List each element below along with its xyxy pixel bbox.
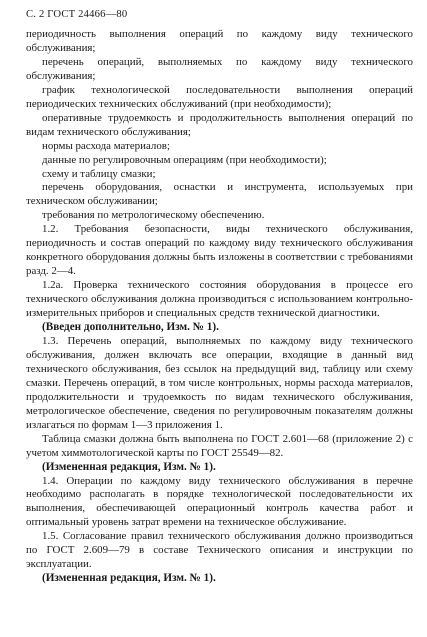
paragraph-list-item: периодичность выполнения операций по каждому виду технического обслуживания; [26,28,413,54]
clause-1-5: 1.5. Согласование правил технического обслуживания должно производиться по ГОСТ 2.609—79 в составе Технического описания и инструкции по эксплуатации. [26,530,413,571]
document-body [26,28,413,586]
clause-1-3: 1.3. Перечень операций, выполняемых по каждому виду технического обслуживания, должен включать все операции, входящие в данный вид технического обслуживания, без ссылок на предыдущий вид, таблицу или схему смазки. Перечень операций, в том числе контрольных, нормы расхода материалов, продолжительности и трудоемкость по видам технического обслуживания, метрологическое обеспечение, сведения по регулировочным показателям должны излагаться по формам 1—3 приложения 1. [26,334,413,431]
paragraph-list-item: нормы расхода материалов; [42,139,170,152]
paragraph-list-item: данные по регулировочным операциям (при необходимости); [42,153,327,166]
clause-1-4: 1.4. Операции по каждому виду технического обслуживания в перечне необходимо располагать в порядке технологической последовательности их выполнения, обеспечивающей операционный контроль качества работ и оптимальный уровень затрат времени на техническое обслуживание. [26,474,413,529]
clause-1-2: 1.2. Требования безопасности, виды технического обслуживания, периодичность и состав операций по каждому виду технического обслуживания конкретного оборудования должны быть изложены в соответствии с требованиями разд. 2—4. [26,223,413,278]
paragraph-list-item: требования по метрологическому обеспечению. [42,209,265,222]
paragraph-list-item: перечень оборудования, оснастки и инструмента, используемых при техническом обслуживании; [26,181,413,208]
clause-1-2a: 1.2а. Проверка технического состояния оборудования в процессе его технического обслуживания должна производиться с использованием контрольно-измерительных приборов и специальных средств технической диагностики. [26,279,413,320]
paragraph-list-item: перечень операций, выполняемых по каждому виду технического обслуживания; [26,55,413,82]
amendment-note: (Измененная редакция, Изм. № 1). [42,572,216,585]
amendment-note: (Введен дополнительно, Изм. № 1). [42,321,219,334]
lubrication-table-note: Таблица смазки должна быть выполнена по ГОСТ 2.601—68 (приложение 2) с учетом химмотологической карты по ГОСТ 25549—82. [26,432,413,459]
paragraph-list-item: схему и таблицу смазки; [42,167,156,180]
paragraph-list-item: оперативные трудоемкость и продолжительность выполнения операций по видам технического обслуживания; [26,111,413,138]
paragraph-list-item: график технологической последовательности выполнения операций периодических технических обслуживаний (при необходимости); [26,83,413,110]
page-header: С. 2 ГОСТ 24466—80 [26,9,128,20]
amendment-note: (Измененная редакция, Изм. № 1). [42,460,216,473]
